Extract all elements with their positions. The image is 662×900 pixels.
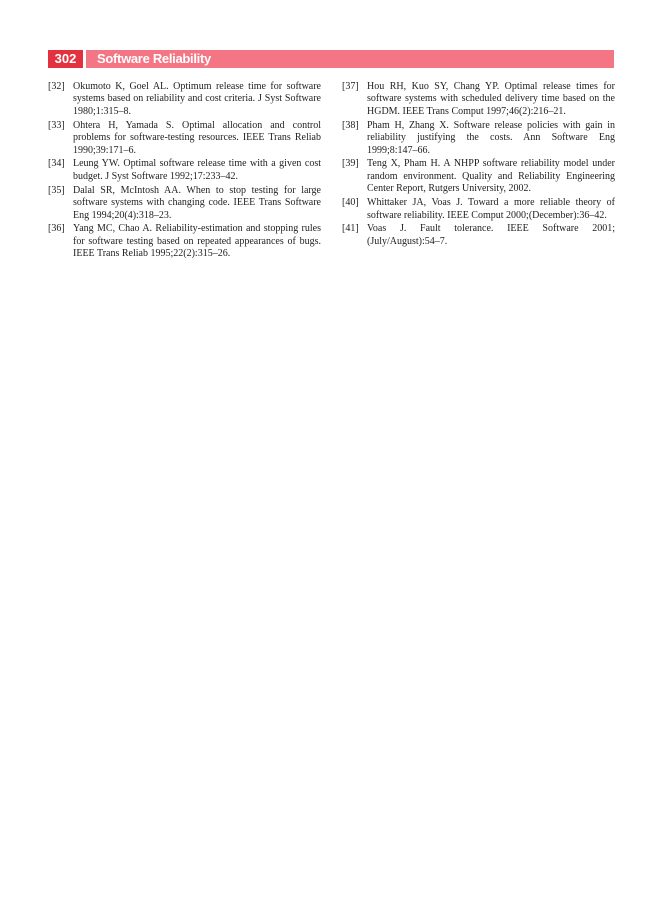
page-number: 302 xyxy=(48,50,83,68)
references-column-left xyxy=(48,81,321,262)
reference-item xyxy=(48,120,321,157)
reference-item xyxy=(342,81,615,118)
reference-item xyxy=(342,223,615,248)
reference-item xyxy=(342,120,615,157)
references-column-right xyxy=(342,81,615,250)
reference-number: [32] xyxy=(48,81,65,92)
header-separator xyxy=(83,50,86,68)
reference-text: Dalal SR, McIntosh AA. When to stop testing for large software systems with changing code. IEEE Trans Software Eng 1994;20(4):318–23. xyxy=(73,184,321,221)
reference-text: Hou RH, Kuo SY, Chang YP. Optimal release times for software systems with scheduled delivery time based on the HGDM. IEEE Trans Comput 1997;46(2):216–21. xyxy=(367,81,615,117)
reference-text: Leung YW. Optimal software release time with a given cost budget. J Syst Software 1992;17:233–42. xyxy=(73,158,321,182)
reference-item xyxy=(342,158,615,195)
reference-item xyxy=(48,81,321,118)
reference-text: Okumoto K, Goel AL. Optimum release time for software systems based on reliability and cost criteria. J Syst Software 1980;1:315–8. xyxy=(73,81,321,117)
reference-text: Pham H, Zhang X. Software release policies with gain in reliability justifying the costs. Ann Software Eng 1999;8:147–66. xyxy=(367,119,615,156)
reference-item xyxy=(48,223,321,260)
reference-number: [33] xyxy=(48,119,65,131)
reference-number: [38] xyxy=(342,119,359,131)
reference-text: Voas J. Fault tolerance. IEEE Software 2001;(July/August):54–7. xyxy=(367,223,615,247)
reference-number: [36] xyxy=(48,223,65,235)
reference-text: Ohtera H, Yamada S. Optimal allocation and control problems for software-testing resources. IEEE Trans Reliab 1990;39:171–6. xyxy=(73,119,321,156)
running-header xyxy=(48,50,614,68)
reference-number: [41] xyxy=(342,223,359,235)
reference-number: [35] xyxy=(48,184,65,196)
reference-number: [39] xyxy=(342,158,359,170)
reference-item xyxy=(342,197,615,222)
running-title: Software Reliability xyxy=(97,51,211,66)
reference-item xyxy=(48,185,321,222)
reference-number: [34] xyxy=(48,158,65,170)
reference-item xyxy=(48,158,321,183)
reference-text: Teng X, Pham H. A NHPP software reliability model under random environment. Quality and Reliability Engineering Center Report, Rutgers University, 2002. xyxy=(367,158,615,195)
reference-number: [40] xyxy=(342,197,359,209)
reference-number: [37] xyxy=(342,81,359,92)
reference-text: Whittaker JA, Voas J. Toward a more reliable theory of software reliability. IEEE Comput 2000;(December):36–42. xyxy=(367,197,615,221)
reference-text: Yang MC, Chao A. Reliability-estimation and stopping rules for software testing based on repeated appearances of bugs. IEEE Trans Reliab 1995;22(2):315–26. xyxy=(73,223,321,260)
